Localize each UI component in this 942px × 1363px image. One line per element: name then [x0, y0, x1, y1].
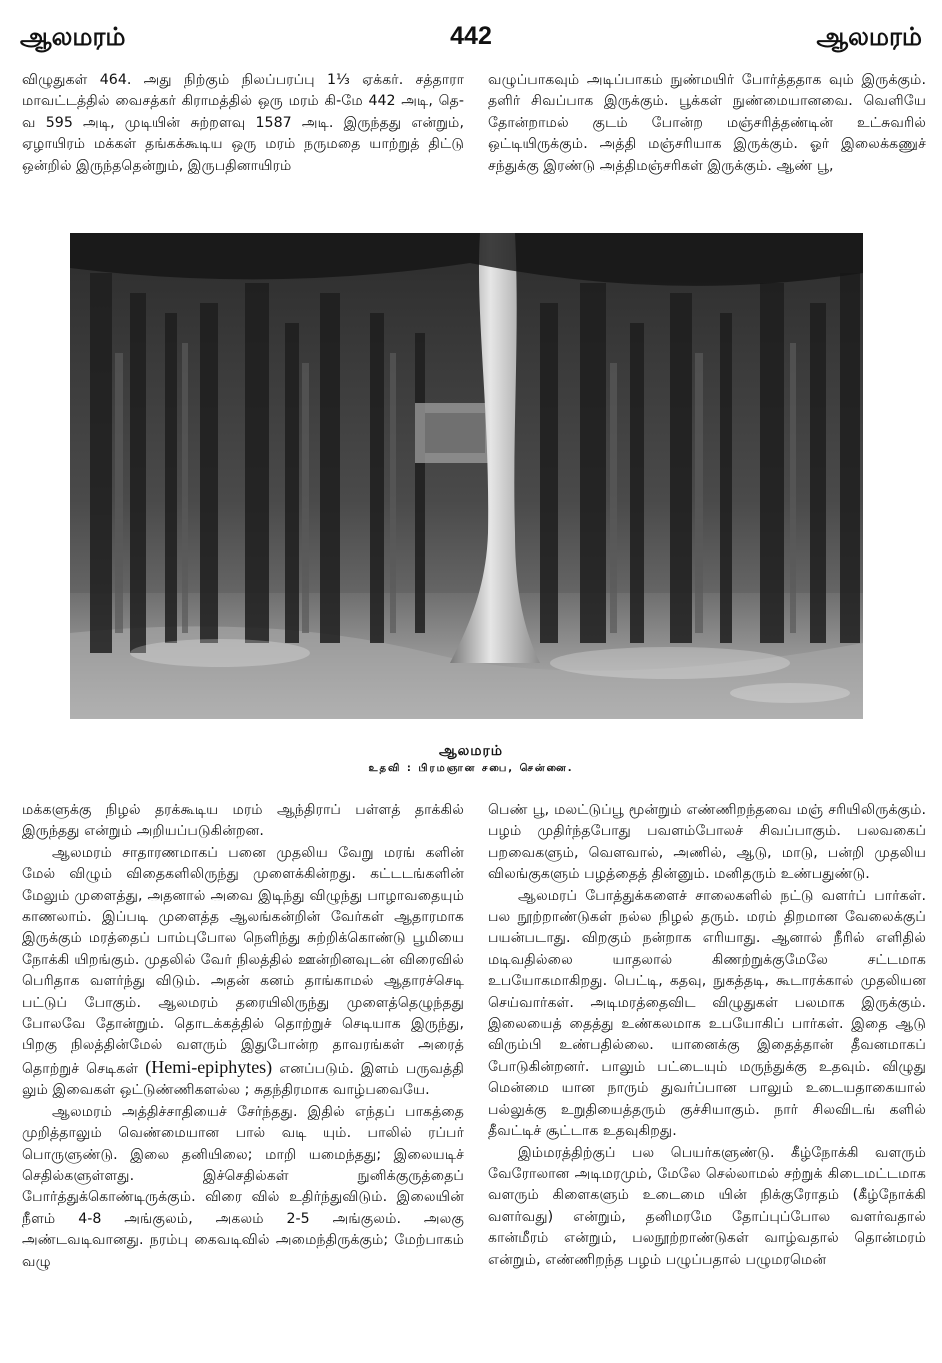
top-right-column — [488, 70, 926, 177]
banyan-tree-photo — [70, 233, 863, 719]
bottom-left-column — [22, 800, 464, 1273]
figure-credit: உதவி : பிரமஞான சபை, சென்னை. — [368, 763, 574, 774]
figure-caption — [0, 743, 942, 775]
paragraph: ஆலமரம் அத்திச்சாதியைச் சேர்ந்தது. இதில் எந்தப் பாகத்தை முறித்தாலும் வெண்மையான பால் வடி யும். பாலில் ரப்பர் பொருளுண்டு. இலை தனியிலை; மாறி யமைந்தது; இலையடிச் செதில்களுள்ளது. இச்செதில்கள் நுனிக்குருத்தைப் போர்த்துக்கொண்டிருக்கும். விரை வில் உதிர்ந்துவிடும். இலையின் நீளம் 4-8 அங்குலம், அகலம் 2-5 அங்குலம். அலகு அண்டவடிவானது. நரம்பு கைவடிவில் அமைந்திருக்கும்; மேற்பாகம் வழு — [22, 1103, 464, 1270]
paragraph: ஆலமரப் போத்துக்களைச் சாலைகளில் நட்டு வளர்ப் பார்கள். பல நூற்றாண்டுகள் நல்ல நிழல் தரும். மரம் திறமான வேலைக்குப் பயன்படாது. விறகும் நன்றாக எரியாது. ஆனால் நீரில் எளிதில் மடிவதில்லை யாதலால் கிணற்றுக்குமேலே சட்டமாக உபயோகமாகிறது. பெட்டி, கதவு, நுகத்தடி, கூடாரக்கால் முதலியன செய்வார்கள். அடிமரத்தைவிட விழுதுகள் பலமாக இருக்கும். இலையைத் தைத்து உண்கலமாக உபயோகிப் பார்கள். இதை ஆடு விரும்பி உண்பதில்லை. யானைக்கு இதைத்தான் தீவனமாகப் போடுகின்றனர். பாலும் பட்டையும் மருந்துக்கு உதவும். விழுது மென்மை யான நாரும் துவர்ப்பான பாலும் உடையதாகையால் பல்லுக்கு உறுதியைத்தரும் குச்சியாகும். நார் சிலவிடங் களில் தீவட்டிச் சூட்டாக உதவுகிறது. — [488, 887, 926, 1140]
paragraph: வழுப்பாகவும் அடிப்பாகம் நுண்மயிர் போர்த்ததாக வும் இருக்கும். தளிர் சிவப்பாக இருக்கும். பூக்கள் நுண்மையானவை. வெளியே தோன்றாமல் குடம் போன்ற மஞ்சரித்தண்டின் உட்சுவரில் ஒட்டியிருக்கும். அத்தி மஞ்சரியாக இருக்கும். ஓர் இலைக்கணுச் சந்துக்கு இரண்டு அத்திமஞ்சரிகள் இருக்கும். ஆண் பூ, — [488, 72, 926, 174]
top-left-column — [22, 70, 464, 177]
running-title-left: ஆலமரம் — [20, 22, 126, 51]
page-header — [20, 22, 922, 62]
page-number: 442 — [450, 22, 492, 50]
figure-title: ஆலமரம் — [438, 743, 504, 759]
bottom-right-column — [488, 800, 926, 1271]
running-title-right: ஆலமரம் — [816, 22, 922, 51]
paragraph-text: ஆலமரம் சாதாரணமாகப் பனை முதலிய வேறு மரங் களின் மேல் விழும் விதைகளிலிருந்து முளைக்கின்றது. கட்டடங்களின் மேலும் முளைத்து, அதனால் அவை இடிந்து விழுந்து பாழாவதையும் காணலாம். இப்படி முளைத்த ஆலங்கன்றின் வேர்கள் ஆதாரமாக இருக்கும் மரத்தைப் பாம்புபோல நெளிந்து சுற்றிக்கொண்டு பூமியை நோக்கி யிறங்கும். முதலில் வேர் நிலத்தில் ஊன்றினவுடன் விரைவில் பெரிதாக வளர்ந்து விடும். அதன் கனம் தாங்காமல் ஆதாரச்செடி பட்டுப் போகும். ஆலமரம் தரையிலிருந்து முளைத்தெழுந்தது போலவே தோன்றும். தொடக்கத்தில் தொற்றுச் செடியாக இருந்து, பிறகு நிலத்தின்மேல் வளரும் இதுபோன்ற தாவரங்கள் அரைத் தொற்றுச் செடிகள் — [22, 844, 464, 1077]
paragraph — [22, 843, 464, 1102]
paragraph: மக்களுக்கு நிழல் தரக்கூடிய மரம் ஆந்திராப் பள்ளத் தாக்கில் இருந்தது என்றும் அறியப்படுகின்றன. — [22, 802, 464, 840]
latin-term: (Hemi-epiphytes) — [145, 1056, 273, 1077]
paragraph: பெண் பூ, மலட்டுப்பூ மூன்றும் எண்ணிறந்தவை மஞ் சரியிலிருக்கும். பழம் முதிர்ந்தபோது பவளம்போலச் சிவப்பாகும். பலவகைப் பறவைகளும், வௌவால், அணில், ஆடு, மாடு, பன்றி முதலிய விலங்குகளும் பழத்தைத் தின்னும். மனிதரும் உண்பதுண்டு. — [488, 802, 926, 883]
paragraph: இம்மரத்திற்குப் பல பெயர்களுண்டு. கீழ்நோக்கி வளரும் வேரோலான அடிமரமும், மேலே செல்லாமல் சற்றுக் கிடைமட்டமாக வளரும் கிளைகளும் உடைமை யின் நிக்குரோதம் (கீழ்நோக்கி வளர்வது) என்றும், தனிமரமே தோப்புப்போல வளர்வதால் கான்மீரம் என்றும், பலநூற்றாண்டுகள் வாழ்வதால் தொன்மரம் என்றும், எண்ணிறந்த பழம் பழுப்பதால் பழுமரமென் — [488, 1144, 926, 1268]
paragraph: விழுதுகள் 464. அது நிற்கும் நிலப்பரப்பு 1⅓ ஏக்கர். சத்தாரா மாவட்டத்தில் வைசத்கர் கிராமத்தில் ஒரு மரம் கி-மே 442 அடி, தெ-வ 595 அடி, முடியின் சுற்றளவு 1587 அடி. இருந்தது என்றும், ஏழாயிரம் மக்கள் தங்கக்கூடிய ஒரு மரம் நருமதை யாற்றுத் திட்டு ஒன்றில் இருந்ததென்றும், இருபதினாயிரம் — [22, 72, 464, 174]
banyan-photo-drawing — [70, 233, 863, 719]
paragraph-text: எனப்படும். இளம் பருவத்தி லும் இவைகள் ஒட்டுண்ணிகளல்ல ; சுதந்திரமாக வாழ்பவையே. — [22, 1060, 464, 1099]
